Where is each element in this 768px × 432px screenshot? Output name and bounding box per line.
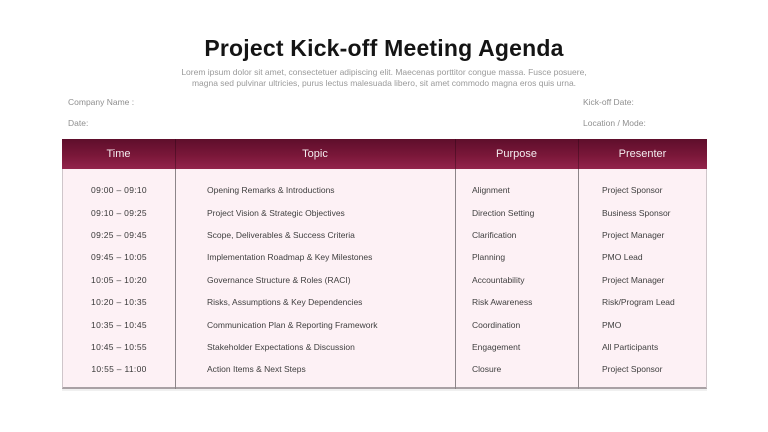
table-row [63, 246, 706, 268]
table-row [63, 358, 706, 380]
agenda-time: 10:20 – 10:35 [91, 297, 147, 308]
table-row [63, 179, 706, 201]
body-column-divider [455, 169, 456, 389]
table-row [63, 313, 706, 335]
agenda-topic: Communication Plan & Reporting Framework [207, 319, 378, 330]
header-column-divider [175, 139, 176, 169]
agenda-topic: Stakeholder Expectations & Discussion [207, 341, 355, 352]
column-header-topic: Topic [302, 148, 328, 160]
column-header-time: Time [106, 148, 131, 160]
location-mode-label: Location / Mode: [583, 118, 646, 128]
page-title: Project Kick-off Meeting Agenda [204, 35, 564, 61]
table-row [63, 269, 706, 291]
table-row [63, 336, 706, 358]
agenda-presenter: Risk/Program Lead [602, 297, 675, 308]
agenda-time: 09:45 – 10:05 [91, 252, 147, 263]
agenda-time: 10:45 – 10:55 [91, 341, 147, 352]
agenda-purpose: Clarification [472, 229, 517, 240]
agenda-topic: Project Vision & Strategic Objectives [207, 207, 345, 218]
agenda-presenter: PMO Lead [602, 252, 643, 263]
header-column-divider [578, 139, 579, 169]
body-column-divider [578, 169, 579, 389]
agenda-topic: Implementation Roadmap & Key Milestones [207, 252, 373, 263]
agenda-presenter: PMO [602, 319, 622, 330]
header-column-divider [455, 139, 456, 169]
subtitle-line-2: magna sed pulvinar ultricies, purus lectus malesuada libero, sit amet commodo magna eros quis urna. [191, 78, 577, 88]
agenda-presenter: Project Manager [602, 229, 665, 240]
agenda-time: 09:10 – 09:25 [91, 207, 147, 218]
agenda-time: 10:05 – 10:20 [91, 274, 147, 285]
company-name-label: Company Name : [68, 97, 135, 107]
agenda-purpose: Accountability [472, 274, 525, 285]
agenda-topic: Opening Remarks & Introductions [207, 185, 335, 196]
table-header-row [62, 139, 707, 169]
agenda-topic: Governance Structure & Roles (RACI) [207, 274, 351, 285]
agenda-table [62, 139, 707, 389]
column-header-purpose: Purpose [496, 148, 537, 160]
agenda-presenter: Project Manager [602, 274, 665, 285]
agenda-topic: Action Items & Next Steps [207, 364, 306, 375]
kickoff-date-label: Kick-off Date: [583, 97, 634, 107]
agenda-purpose: Risk Awareness [472, 297, 533, 308]
table-row [63, 291, 706, 313]
column-header-presenter: Presenter [618, 148, 667, 160]
agenda-purpose: Coordination [472, 319, 521, 330]
agenda-time: 09:25 – 09:45 [91, 229, 147, 240]
table-row [63, 224, 706, 246]
agenda-time: 10:55 – 11:00 [91, 364, 147, 375]
subtitle-line-1: Lorem ipsum dolor sit amet, consectetuer adipiscing elit. Maecenas porttitor congue massa. Fusce posuere, [181, 67, 587, 77]
agenda-presenter: Project Sponsor [602, 364, 663, 375]
agenda-purpose: Closure [472, 364, 502, 375]
agenda-purpose: Direction Setting [472, 207, 535, 218]
agenda-presenter: Project Sponsor [602, 185, 663, 196]
agenda-presenter: Business Sponsor [602, 207, 671, 218]
subtitle [0, 67, 768, 89]
agenda-purpose: Engagement [472, 341, 521, 352]
table-row [63, 201, 706, 223]
agenda-time: 10:35 – 10:45 [91, 319, 147, 330]
agenda-topic: Scope, Deliverables & Success Criteria [207, 229, 355, 240]
body-column-divider [175, 169, 176, 389]
agenda-presenter: All Participants [602, 341, 659, 352]
agenda-time: 09:00 – 09:10 [91, 185, 147, 196]
agenda-topic: Risks, Assumptions & Key Dependencies [207, 297, 363, 308]
agenda-purpose: Alignment [472, 185, 510, 196]
agenda-purpose: Planning [472, 252, 506, 263]
table-body [62, 169, 707, 389]
date-label: Date: [68, 118, 89, 128]
